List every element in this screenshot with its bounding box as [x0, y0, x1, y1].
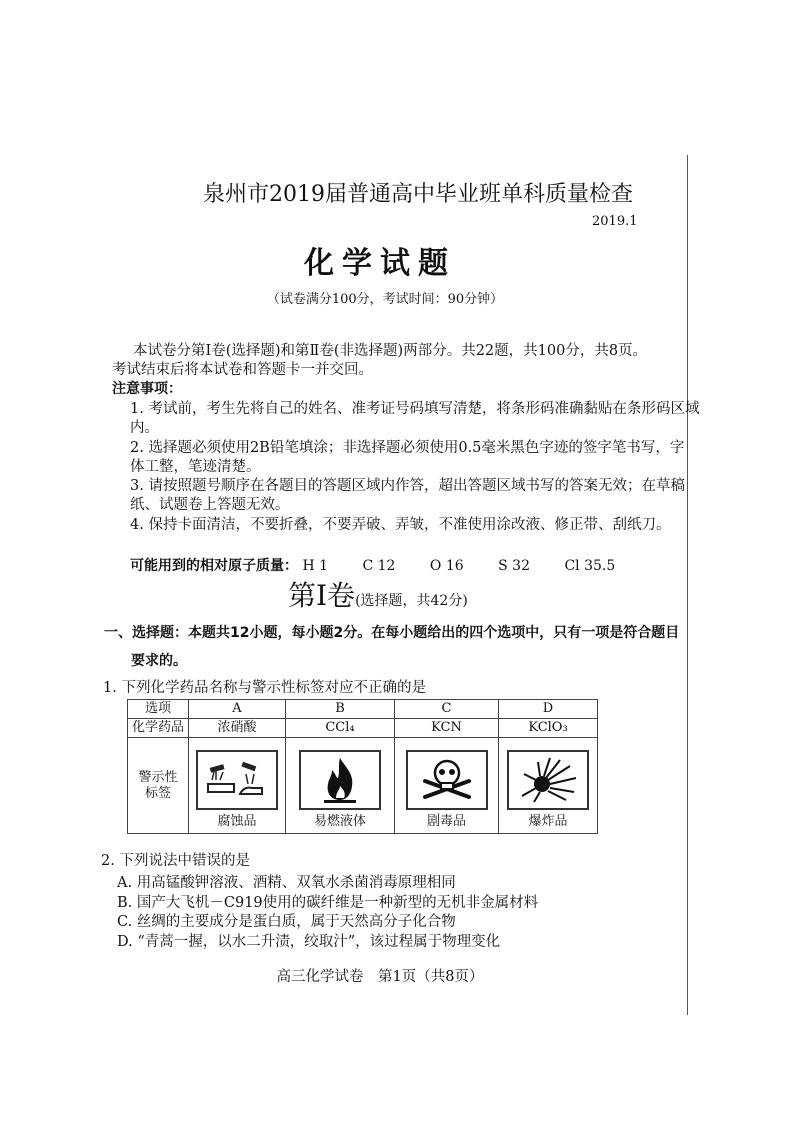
atomic-mass: C 12	[362, 558, 396, 574]
exam-subtitle: （试卷满分100分，考试时间：90分钟）	[266, 292, 504, 307]
q2-stem: 2. 下列说法中错误的是	[101, 853, 250, 869]
table-row	[128, 700, 598, 719]
note-line: 纸、试题卷上答题无效。	[130, 497, 290, 513]
atomic-masses-label: 可能用到的相对原子质量：	[130, 558, 298, 574]
row-header: 化学药品	[128, 719, 189, 738]
option-letter: D	[499, 700, 598, 719]
note-line: 3. 请按照题号顺序在各题目的答题区域内作答，超出答题区域书写的答案无效；在草稿	[130, 478, 685, 494]
volume-title: 第Ⅰ卷	[288, 579, 356, 612]
note-line: 体工整，笔迹清楚。	[130, 459, 261, 475]
margin-line	[687, 155, 688, 1015]
hazard-label: 剧毒品	[426, 813, 466, 829]
option-letter: B	[286, 700, 395, 719]
chemical-name: KClO₃	[499, 719, 598, 738]
subject-title: 化学试题	[304, 246, 456, 281]
note-line: 内。	[130, 420, 159, 436]
row-header: 警示性标签	[128, 738, 189, 834]
q2-option-a: A. 用高锰酸钾溶液、酒精、双氧水杀菌消毒原理相同	[117, 875, 456, 891]
chemical-name: KCN	[395, 719, 499, 738]
q2-option-c: C. 丝绸的主要成分是蛋白质，属于天然高分子化合物	[117, 914, 456, 930]
notes-heading: 注意事项：	[112, 381, 182, 397]
section-instructions: 一、选择题：本题共12小题，每小题2分。在每小题给出的四个选项中，只有一项是符合题目	[104, 625, 680, 641]
atomic-mass: S 32	[498, 558, 530, 574]
q1-stem: 1. 下列化学药品名称与警示性标签对应不正确的是	[103, 680, 426, 696]
atomic-mass: Cl 35.5	[564, 558, 616, 574]
note-line: 1. 考试前，考生先将自己的姓名、准考证号码填写清楚，将条形码准确黏贴在条形码区域	[130, 401, 700, 417]
hazard-label: 腐蚀品	[217, 813, 257, 829]
section-instructions-cont: 要求的。	[131, 653, 187, 669]
note-line: 4. 保持卡面清洁，不要折叠，不要弄破、弄皱，不准使用涂改液、修正带、刮纸刀。	[130, 517, 671, 533]
table-row	[128, 719, 598, 738]
q1-table	[127, 699, 598, 834]
chemical-name: 浓硝酸	[189, 719, 286, 738]
page-footer: 高三化学试卷 第1页（共8页）	[276, 969, 484, 985]
explosion-icon	[507, 750, 589, 810]
atomic-masses	[130, 557, 615, 575]
intro-line-2: 考试结束后将本试卷和答题卡一并交回。	[112, 362, 373, 378]
atomic-mass: O 16	[429, 558, 464, 574]
exam-title: 泉州市2019届普通高中毕业班单科质量检查	[203, 182, 633, 207]
corrosive-icon	[196, 750, 278, 810]
option-letter: A	[189, 700, 286, 719]
volume-heading	[288, 579, 468, 618]
option-letter: C	[395, 700, 499, 719]
hazard-cell	[395, 738, 499, 834]
hazard-cell	[189, 738, 286, 834]
flame-icon	[299, 750, 381, 810]
row-header: 选项	[128, 700, 189, 719]
hazard-cell	[499, 738, 598, 834]
table-row	[128, 738, 598, 834]
hazard-label: 爆炸品	[528, 813, 568, 829]
skull-icon	[406, 750, 488, 810]
hazard-cell	[286, 738, 395, 834]
note-line: 2. 选择题必须使用2B铅笔填涂；非选择题必须使用0.5毫米黑色字迹的签字笔书写，字	[130, 440, 685, 456]
exam-date: 2019.1	[592, 214, 638, 229]
hazard-label: 易燃液体	[313, 813, 366, 829]
q2-option-d: D. “青蒿一握，以水二升渍，绞取汁”，该过程属于物理变化	[117, 934, 501, 950]
q2-option-b: B. 国产大飞机－C919使用的碳纤维是一种新型的无机非金属材料	[117, 895, 539, 911]
chemical-name: CCl₄	[286, 719, 395, 738]
intro-line-1: 本试卷分第Ⅰ卷(选择题)和第Ⅱ卷(非选择题)两部分。共22题，共100分，共8页。	[133, 343, 648, 359]
atomic-mass: H 1	[302, 558, 329, 574]
volume-note: (选择题，共42分)	[355, 593, 468, 609]
